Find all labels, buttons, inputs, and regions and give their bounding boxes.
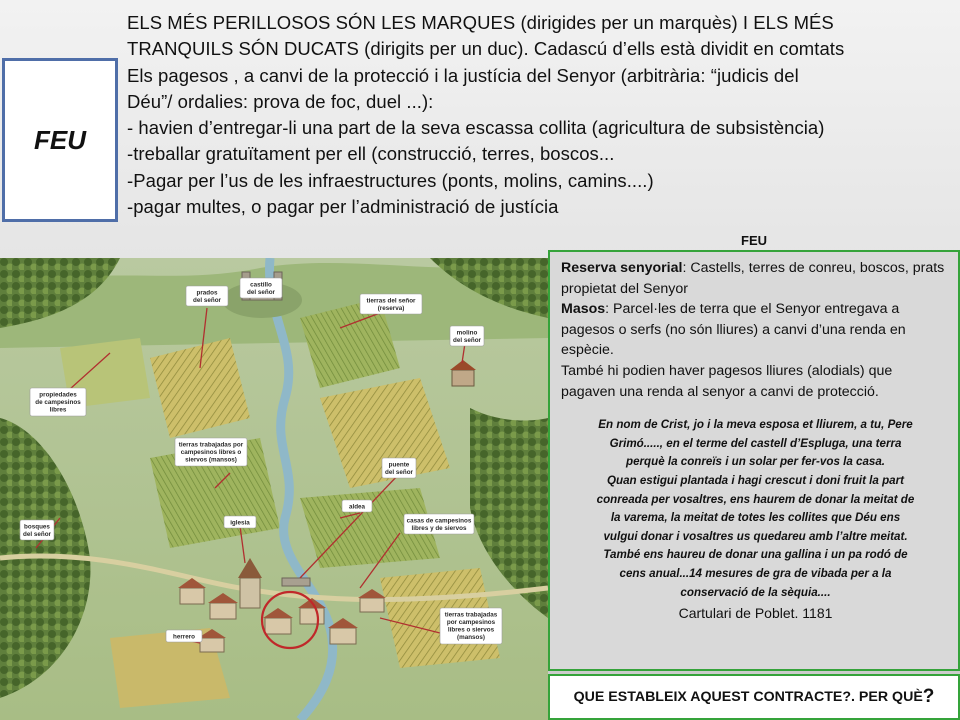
label-molino bbox=[450, 326, 484, 346]
quote-source: Cartulari de Poblet. 1181 bbox=[678, 605, 833, 622]
bridge bbox=[282, 578, 310, 586]
label-puente-1: puente bbox=[388, 461, 410, 469]
label-propiedades bbox=[30, 388, 86, 416]
question-text: QUE ESTABLEIX AQUEST CONTRACTE?. PER QUÈ bbox=[573, 689, 923, 705]
label-aldea bbox=[342, 500, 372, 512]
quote-line: Quan estigui plantada i hagi crescut i doni fruit la part bbox=[607, 473, 904, 487]
label-bosques-1: bosques bbox=[24, 523, 50, 531]
intro-line: -treballar gratuïtament per ell (construcció, terres, boscos... bbox=[127, 143, 615, 165]
label-castillo bbox=[240, 278, 282, 298]
label-molino-2: del señor bbox=[453, 337, 481, 344]
label-bosques-2: del señor bbox=[23, 531, 51, 538]
label-castillo-2: del señor bbox=[247, 289, 275, 296]
intro-line: Déu”/ ordalies: prova de foc, duel ...): bbox=[127, 90, 434, 112]
alodials-paragraph: També hi podien haver pagesos lliures (alodials) que pagaven una renda al senyor a canvi de protecció. bbox=[561, 362, 893, 400]
label-tierras-mansos-4: (mansos) bbox=[457, 634, 485, 641]
label-prados-2: del señor bbox=[193, 297, 221, 304]
quote-line: vulgui donar i vosaltres us quedareu amb l’altre meitat. bbox=[603, 529, 908, 543]
label-tierras-reserva-1: tierras del señor bbox=[366, 297, 416, 305]
label-propiedades-3: libres bbox=[49, 406, 67, 414]
intro-line: Els pagesos , a canvi de la protecció i la justícia del Senyor (arbitrària: “judicis del bbox=[127, 64, 799, 86]
side-panel-heading: FEU bbox=[741, 233, 767, 248]
label-tierras-trabajadas-3: siervos (mansos) bbox=[185, 456, 237, 464]
label-tierras-reserva bbox=[360, 294, 422, 314]
label-prados bbox=[186, 286, 228, 306]
intro-line: ELS MÉS PERILLOSOS SÓN LES MARQUES (dirigides per un marquès) I ELS MÉS bbox=[127, 12, 834, 33]
masos-term: Masos bbox=[561, 301, 606, 318]
masos-paragraph bbox=[561, 299, 950, 361]
label-tierras-trabajadas bbox=[175, 438, 247, 466]
intro-text bbox=[127, 10, 957, 220]
question-mark: ? bbox=[922, 686, 935, 707]
label-tierras-mansos bbox=[440, 608, 502, 644]
reserva-text: : Castells, terres de conreu, boscos, prats propietat del Senyor bbox=[561, 260, 945, 297]
feu-title-box bbox=[2, 58, 118, 222]
label-propiedades-1: propiedades bbox=[39, 391, 77, 399]
label-aldea-1: aldea bbox=[348, 503, 366, 511]
label-molino-1: molino bbox=[456, 329, 478, 337]
quote-line: perquè la conreïs i un solar per fer-vos la casa. bbox=[625, 455, 886, 469]
quote-line: cens anual...14 mesures de gra de vibada per a la bbox=[619, 566, 892, 580]
quote-line: la varema, la meitat de totes les collites que Déu ens bbox=[610, 511, 901, 525]
label-puente-2: del señor bbox=[385, 469, 413, 476]
label-bosques bbox=[20, 520, 54, 540]
label-iglesia bbox=[224, 516, 256, 528]
label-prados-1: prados bbox=[196, 289, 218, 297]
label-casas-1: casas de campesinos bbox=[406, 517, 472, 525]
label-herrero-1: herrero bbox=[172, 633, 196, 641]
intro-line: - havien d’entregar-li una part de la seva escassa collita (agricultura de subsistència) bbox=[127, 117, 825, 139]
label-casas-2: libres y de siervos bbox=[411, 525, 467, 532]
intro-line: -Pagar per l’us de les infraestructures (ponts, molins, camins....) bbox=[127, 169, 654, 191]
feu-title: FEU bbox=[34, 124, 86, 155]
label-tierras-reserva-2: (reserva) bbox=[377, 305, 405, 312]
label-tierras-trabajadas-1: tierras trabajadas por bbox=[178, 441, 244, 449]
side-panel bbox=[548, 250, 960, 671]
label-tierras-mansos-2: por campesinos bbox=[446, 619, 496, 626]
intro-line: TRANQUILS SÓN DUCATS (dirigits per un duc). Cadascú d’ells està dividit en comtats bbox=[127, 38, 845, 60]
label-castillo-1: castillo bbox=[250, 281, 272, 289]
reserva-paragraph bbox=[561, 258, 950, 299]
label-tierras-mansos-3: libres o siervos bbox=[447, 626, 495, 634]
label-herrero bbox=[166, 630, 202, 642]
question-box bbox=[548, 674, 960, 720]
quote-line: També ens haureu de donar una gallina i un pa rodó de bbox=[603, 548, 908, 562]
quote-line: conservació de la sèquia.... bbox=[680, 585, 831, 599]
reserva-term: Reserva senyorial bbox=[561, 260, 683, 276]
label-tierras-trabajadas-2: campesinos libres o bbox=[180, 449, 242, 456]
quote-line: conreada per vosaltres, ens haurem de donar la meitat de bbox=[596, 492, 915, 506]
label-puente bbox=[382, 458, 416, 478]
estate-map-svg bbox=[0, 258, 548, 720]
label-iglesia-1: iglesia bbox=[230, 519, 250, 527]
masos-text: : Parcel·les de terra que el Senyor entregava a pagesos o serfs (no són lliures) a canvi d’una renda en espècie. bbox=[561, 301, 906, 359]
intro-line: -pagar multes, o pagar per l’administració de justícia bbox=[127, 196, 559, 218]
label-tierras-mansos-1: tierras trabajadas bbox=[444, 611, 498, 619]
quote-line: Grimó....., en el terme del castell d’Espluga, una terra bbox=[609, 436, 902, 450]
label-propiedades-2: de campesinos bbox=[35, 399, 81, 406]
contract-quote bbox=[561, 416, 950, 602]
feudal-estate-illustration bbox=[0, 258, 548, 720]
quote-line: En nom de Crist, jo i la meva esposa et lliurem, a tu, Pere bbox=[598, 418, 913, 432]
label-casas bbox=[404, 514, 474, 534]
